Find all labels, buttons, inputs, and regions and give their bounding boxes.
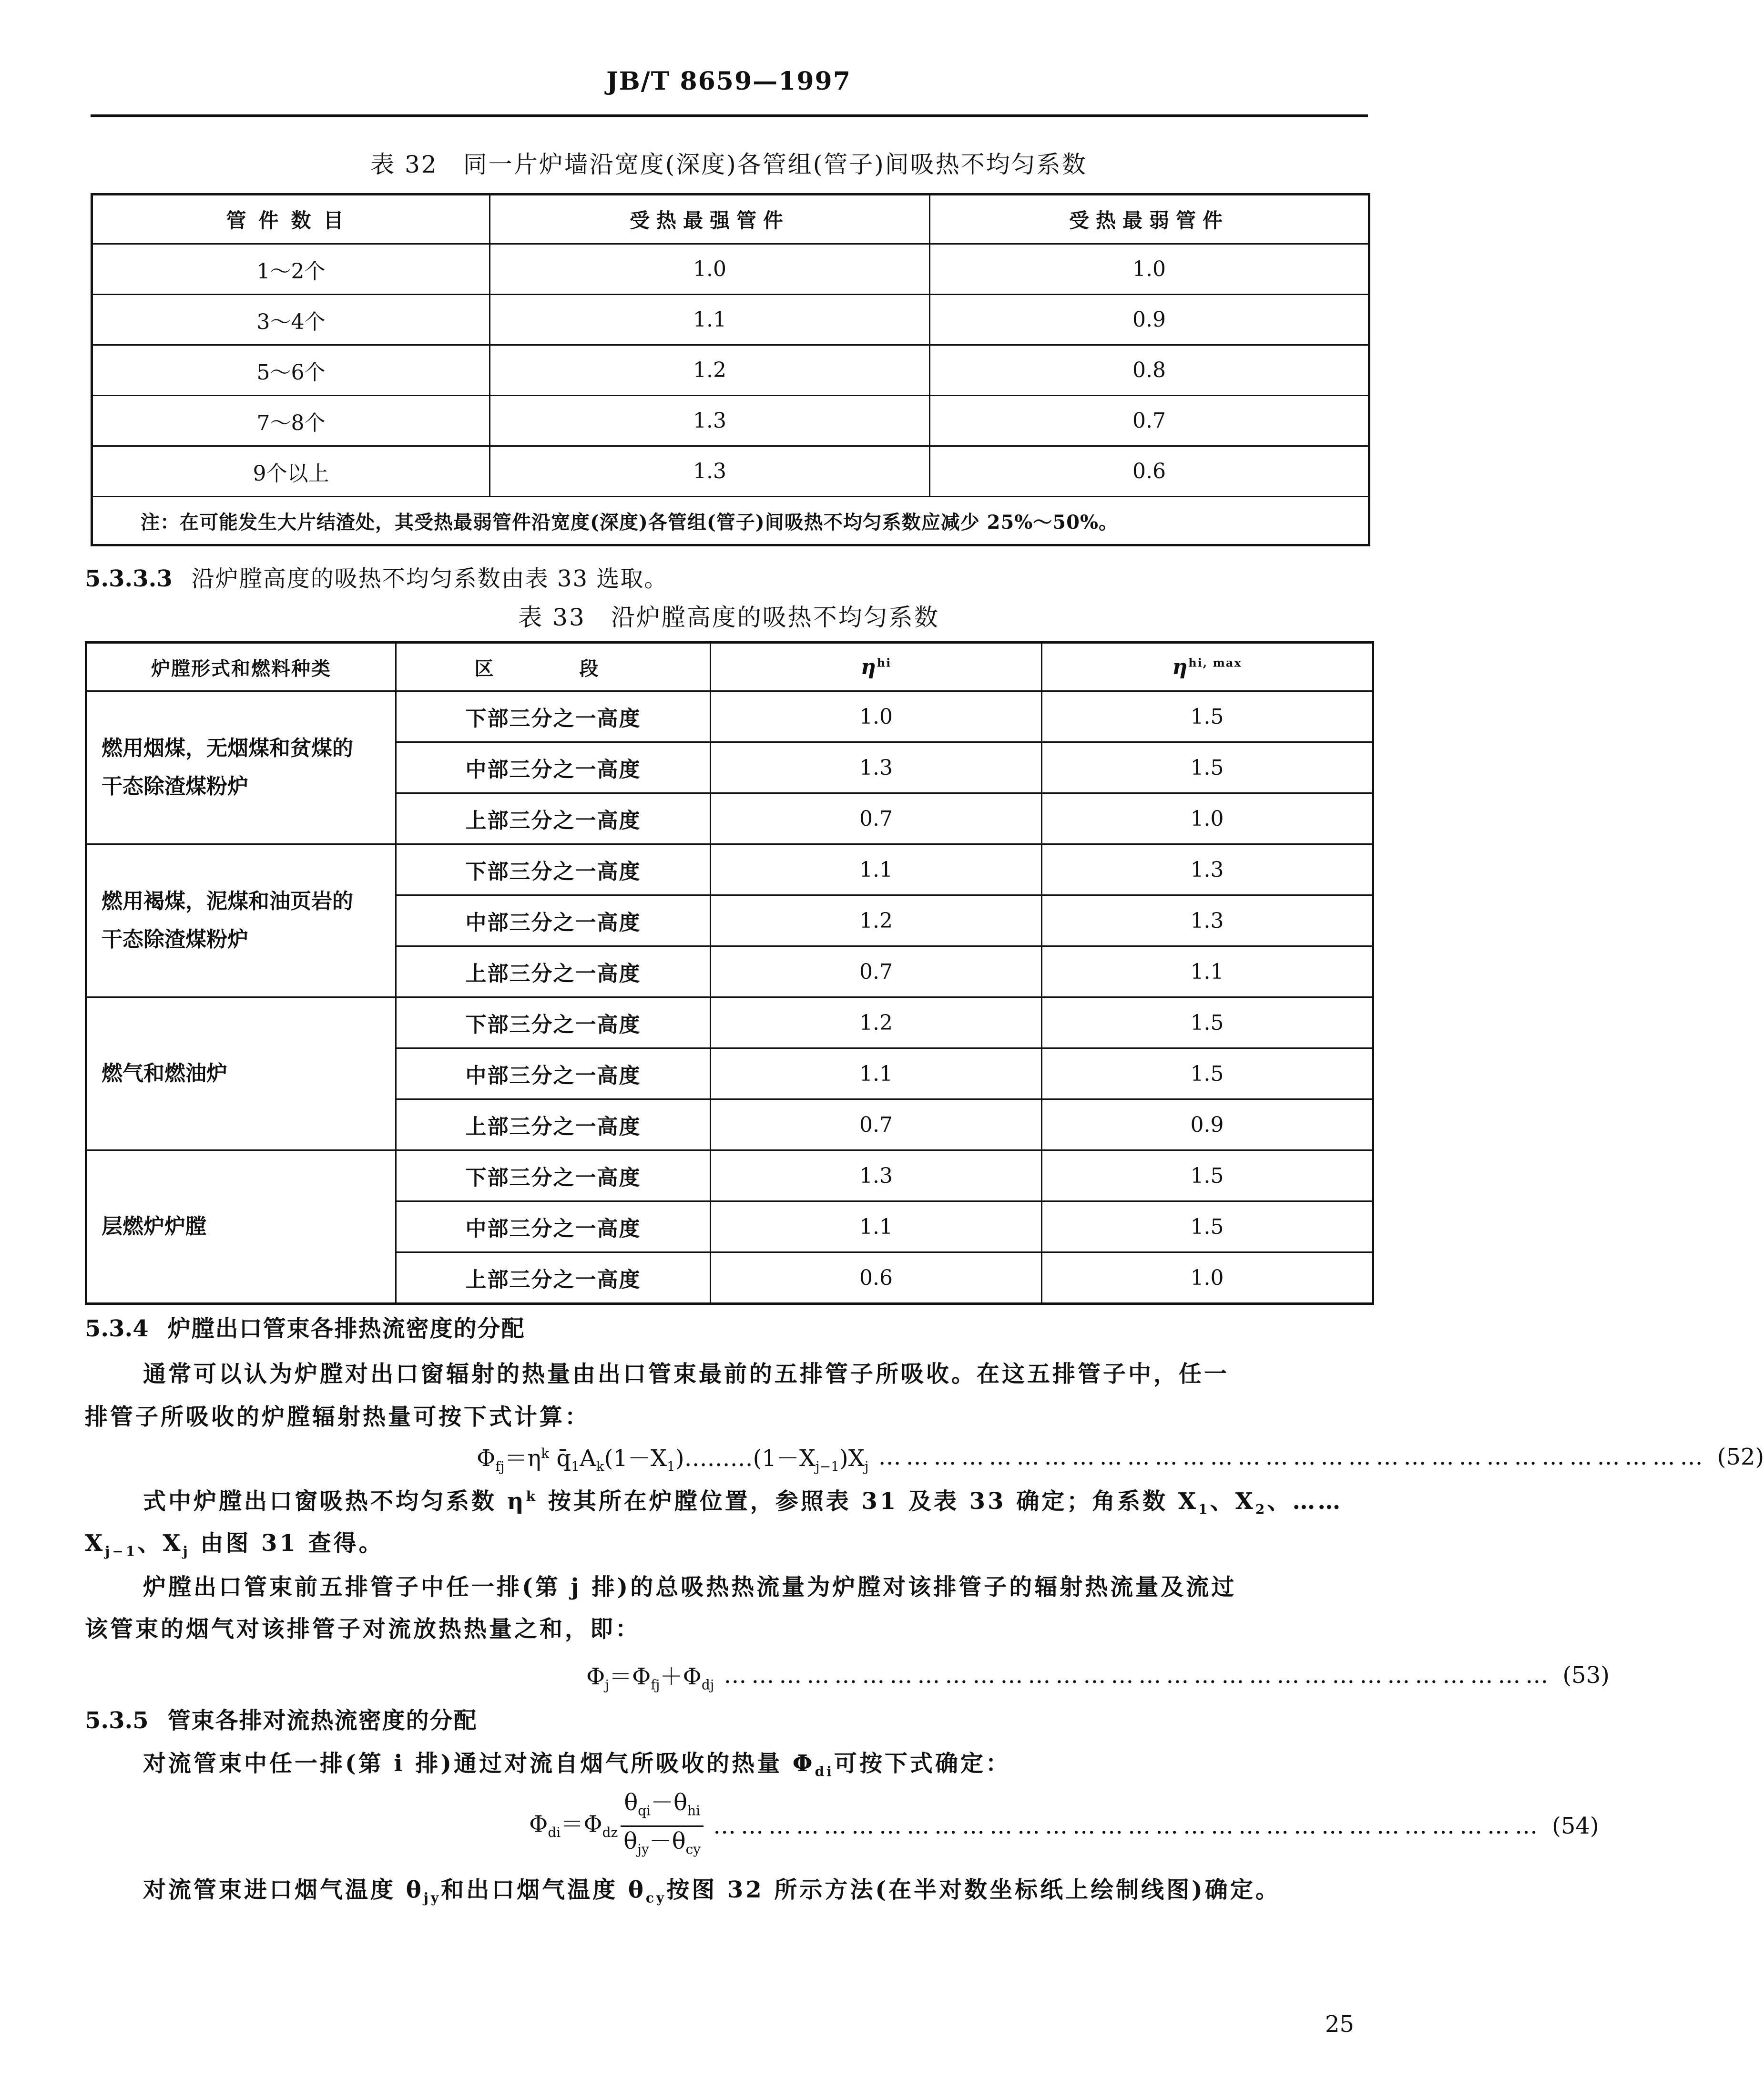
equation-54	[529, 1789, 1599, 1859]
phi-sub: di	[815, 1763, 834, 1780]
table-cell: 7～8个	[92, 396, 490, 446]
segment-cell: 上部三分之一高度	[396, 1099, 711, 1150]
eta-max-cell: 1.5	[1042, 742, 1373, 793]
table-cell: 5～6个	[92, 345, 490, 396]
section-534-para2-line2: $X_{j-1}$、$X_j$ 由图 31 查得。	[85, 1530, 384, 1559]
eta-sup: hi	[877, 655, 892, 669]
fraction	[621, 1788, 704, 1864]
furnace-type-cell	[86, 844, 396, 997]
eta-max-symbol-base: η	[1172, 655, 1189, 679]
segment-cell: 下部三分之一高度	[396, 997, 711, 1048]
eta-max-symbol	[1172, 655, 1242, 679]
table-row	[86, 844, 1373, 895]
table-row	[92, 244, 1369, 295]
eta-cell: 1.2	[711, 895, 1042, 946]
eta-cell: 1.1	[711, 1048, 1042, 1099]
table33-col-type: 炉膛形式和燃料种类	[86, 643, 396, 691]
section-number: 5.3.5	[85, 1707, 149, 1734]
leader-dots: ………………………………………………………………………………	[713, 1813, 1543, 1839]
table-row	[86, 997, 1373, 1048]
para2-text-c: 、……	[1267, 1488, 1343, 1515]
section-535-para2	[143, 1871, 1281, 1906]
furnace-type-line: 燃用烟煤，无烟煤和贫煤的	[102, 736, 353, 760]
equation-53	[586, 1658, 1610, 1693]
eta-cell: 0.6	[711, 1252, 1042, 1304]
equation-number: (52)	[1717, 1444, 1764, 1471]
segment-cell: 中部三分之一高度	[396, 1048, 711, 1099]
eta-max-cell: 1.3	[1042, 895, 1373, 946]
table-cell: 0.8	[930, 345, 1369, 396]
table32-header-row	[92, 195, 1369, 244]
section-535-para1	[143, 1745, 1011, 1780]
segment-cell: 下部三分之一高度	[396, 844, 711, 895]
eta-max-cell: 1.5	[1042, 1150, 1373, 1201]
eta-cell: 1.0	[711, 691, 1042, 742]
table32-note-row	[92, 497, 1369, 545]
header-rule	[91, 114, 1368, 117]
table-cell: 0.9	[930, 295, 1369, 345]
table-row	[92, 396, 1369, 446]
section-534-para2-line1: 式中炉膛出口窗吸热不均匀系数 $\eta^k$ 按其所在炉膛位置，参照表 31 及表 33 确定；角系数 $X_1$、$X_2$、……	[143, 1488, 1343, 1517]
segment-cell: 上部三分之一高度	[396, 793, 711, 844]
table-cell: 9个以上	[92, 446, 490, 497]
para-text-c: 按图 32 所示方法(在半对数坐标纸上绘制线图)确定。	[666, 1876, 1281, 1903]
segment-cell: 上部三分之一高度	[396, 946, 711, 997]
para-text-b: 可按下式确定：	[834, 1750, 1011, 1777]
para2-text-b: 按其所在炉膛位置，参照表 31 及表 33 确定；角系数 X	[538, 1488, 1199, 1515]
eta-max-cell: 1.0	[1042, 793, 1373, 844]
para-text-b: 和出口烟气温度 θ	[441, 1876, 646, 1903]
eta-k-sup: k	[526, 1488, 538, 1504]
table-cell: 1.3	[490, 446, 930, 497]
segment-cell: 下部三分之一高度	[396, 1150, 711, 1201]
table-cell: 1.1	[490, 295, 930, 345]
eta-symbol-base: η	[860, 655, 877, 679]
eta-max-cell: 1.1	[1042, 946, 1373, 997]
eta-max-cell: 0.9	[1042, 1099, 1373, 1150]
eta-cell: 0.7	[711, 1099, 1042, 1150]
table32-col-count: 管件数目	[92, 195, 490, 244]
eta-max-cell: 1.5	[1042, 691, 1373, 742]
furnace-type-line: 干态除渣煤粉炉	[102, 927, 248, 952]
equation-52	[477, 1440, 1764, 1475]
para-text-a: 对流管束中任一排(第 i 排)通过对流自烟气所吸收的热量 Φ	[143, 1750, 815, 1777]
section-number: 5.3.3.3	[85, 565, 173, 592]
table33-col-segment	[396, 643, 711, 691]
leader-dots: ………………………………………………………………………………	[724, 1662, 1553, 1689]
segment-cell: 下部三分之一高度	[396, 691, 711, 742]
eta-cell: 1.3	[711, 1150, 1042, 1201]
table-cell: 1～2个	[92, 244, 490, 295]
table-cell: 1.2	[490, 345, 930, 396]
theta-sub-jy: jy	[423, 1890, 441, 1906]
equation-53-expression: $\Phi_j=\Phi_{fj}+\Phi_{dj}$	[586, 1663, 714, 1693]
section-title: 炉膛出口管束各排热流密度的分配	[167, 1315, 525, 1342]
eta-max-cell: 1.5	[1042, 1201, 1373, 1252]
table-cell: 1.0	[490, 244, 930, 295]
furnace-type-line: 层燃炉炉膛	[102, 1214, 206, 1239]
table-row	[86, 691, 1373, 742]
furnace-type-line: 干态除渣煤粉炉	[102, 774, 248, 799]
table32-caption: 表 32 同一片炉墙沿宽度(深度)各管组(管子)间吸热不均匀系数	[370, 151, 1087, 178]
eta-max-cell: 1.5	[1042, 997, 1373, 1048]
table-row	[92, 345, 1369, 396]
segment-cell: 上部三分之一高度	[396, 1252, 711, 1304]
table-cell: 0.6	[930, 446, 1369, 497]
eta-max-sup: hi, max	[1188, 655, 1242, 669]
equation-54-expression: $\Phi_{di}=\Phi_{dz}$ $\frac{\theta_{qi}-\theta_{hi}}{\theta_{jy}-\theta_{cy}}$	[529, 1788, 704, 1864]
section-535-heading	[85, 1702, 478, 1735]
section-534-para3-line2: 该管束的烟气对该排管子对流放热热量之和，即：	[85, 1616, 641, 1642]
section-534-para1-line2: 排管子所吸收的炉膛辐射热量可按下式计算：	[85, 1404, 591, 1430]
section-534-para1-line1: 通常可以认为炉膛对出口窗辐射的热量由出口管束最前的五排管子所吸收。在这五排管子中，任一	[143, 1361, 1230, 1387]
table-row	[92, 446, 1369, 497]
eta-cell: 0.7	[711, 793, 1042, 844]
table-row	[92, 295, 1369, 345]
section-534-heading	[85, 1310, 525, 1343]
fraction-denominator: $\theta_{jy}-\theta_{cy}$	[623, 1827, 701, 1857]
furnace-type-line: 燃气和燃油炉	[102, 1061, 227, 1086]
eta-cell: 1.1	[711, 844, 1042, 895]
table32-note: 注：在可能发生大片结渣处，其受热最弱管件沿宽度(深度)各管组(管子)间吸热不均匀系数应减少 25%～50%。	[92, 497, 1369, 545]
standard-code-header: JB/T 8659—1997	[606, 67, 851, 96]
eta-cell: 1.1	[711, 1201, 1042, 1252]
fraction-numerator: $\theta_{qi}-\theta_{hi}$	[621, 1788, 704, 1827]
section-5333	[85, 560, 668, 593]
table-cell: 1.0	[930, 244, 1369, 295]
eta-symbol	[861, 655, 892, 679]
table33-col-eta	[711, 643, 1042, 691]
segment-cell: 中部三分之一高度	[396, 895, 711, 946]
eta-cell: 1.2	[711, 997, 1042, 1048]
segment-cell: 中部三分之一高度	[396, 742, 711, 793]
para-text-a: 对流管束进口烟气温度 θ	[143, 1876, 424, 1903]
equation-52-expression: $\Phi_{fj}=\eta^k$ $q̄_1A_k(1-X_1)\dots\dots\dots(1-X_{j-1})X_j$	[477, 1445, 869, 1475]
table-cell: 1.3	[490, 396, 930, 446]
section-text: 沿炉膛高度的吸热不均匀系数由表 33 选取。	[191, 565, 668, 592]
section-title: 管束各排对流热流密度的分配	[167, 1707, 478, 1734]
furnace-type-cell	[86, 1150, 396, 1304]
eta-max-cell: 1.0	[1042, 1252, 1373, 1304]
table32-col-weakest: 受热最弱管件	[930, 195, 1369, 244]
para2-text-d: 由图 31 查得。	[190, 1530, 384, 1557]
eta-max-cell: 1.5	[1042, 1048, 1373, 1099]
section-534-para3-line1: 炉膛出口管束前五排管子中任一排(第 j 排)的总吸热热流量为炉膛对该排管子的辐射热流量及流过	[143, 1574, 1237, 1600]
segment-cell: 中部三分之一高度	[396, 1201, 711, 1252]
para2-text-a: 式中炉膛出口窗吸热不均匀系数 η	[143, 1488, 526, 1515]
page-number: 25	[1325, 2011, 1355, 2038]
equation-number: (54)	[1552, 1813, 1599, 1839]
table-cell: 3～4个	[92, 295, 490, 345]
equation-number: (53)	[1562, 1662, 1610, 1689]
eta-cell: 0.7	[711, 946, 1042, 997]
table32-col-strongest: 受热最强管件	[490, 195, 930, 244]
table33-col-eta-max	[1042, 643, 1373, 691]
table33-caption: 表 33 沿炉膛高度的吸热不均匀系数	[518, 604, 939, 631]
section-number: 5.3.4	[85, 1315, 149, 1342]
segment-header-label: 区 段	[474, 657, 632, 680]
eta-cell: 1.3	[711, 742, 1042, 793]
furnace-type-cell	[86, 997, 396, 1150]
table32	[91, 193, 1370, 546]
furnace-type-line: 燃用褐煤，泥煤和油页岩的	[102, 889, 353, 913]
leader-dots: ………………………………………………………………………………	[878, 1444, 1708, 1471]
furnace-type-cell	[86, 691, 396, 844]
table33-header-row	[86, 643, 1373, 691]
theta-sub-cy: cy	[645, 1890, 667, 1906]
table33	[85, 641, 1374, 1305]
table-cell: 0.7	[930, 396, 1369, 446]
eta-max-cell: 1.3	[1042, 844, 1373, 895]
table-row	[86, 1150, 1373, 1201]
